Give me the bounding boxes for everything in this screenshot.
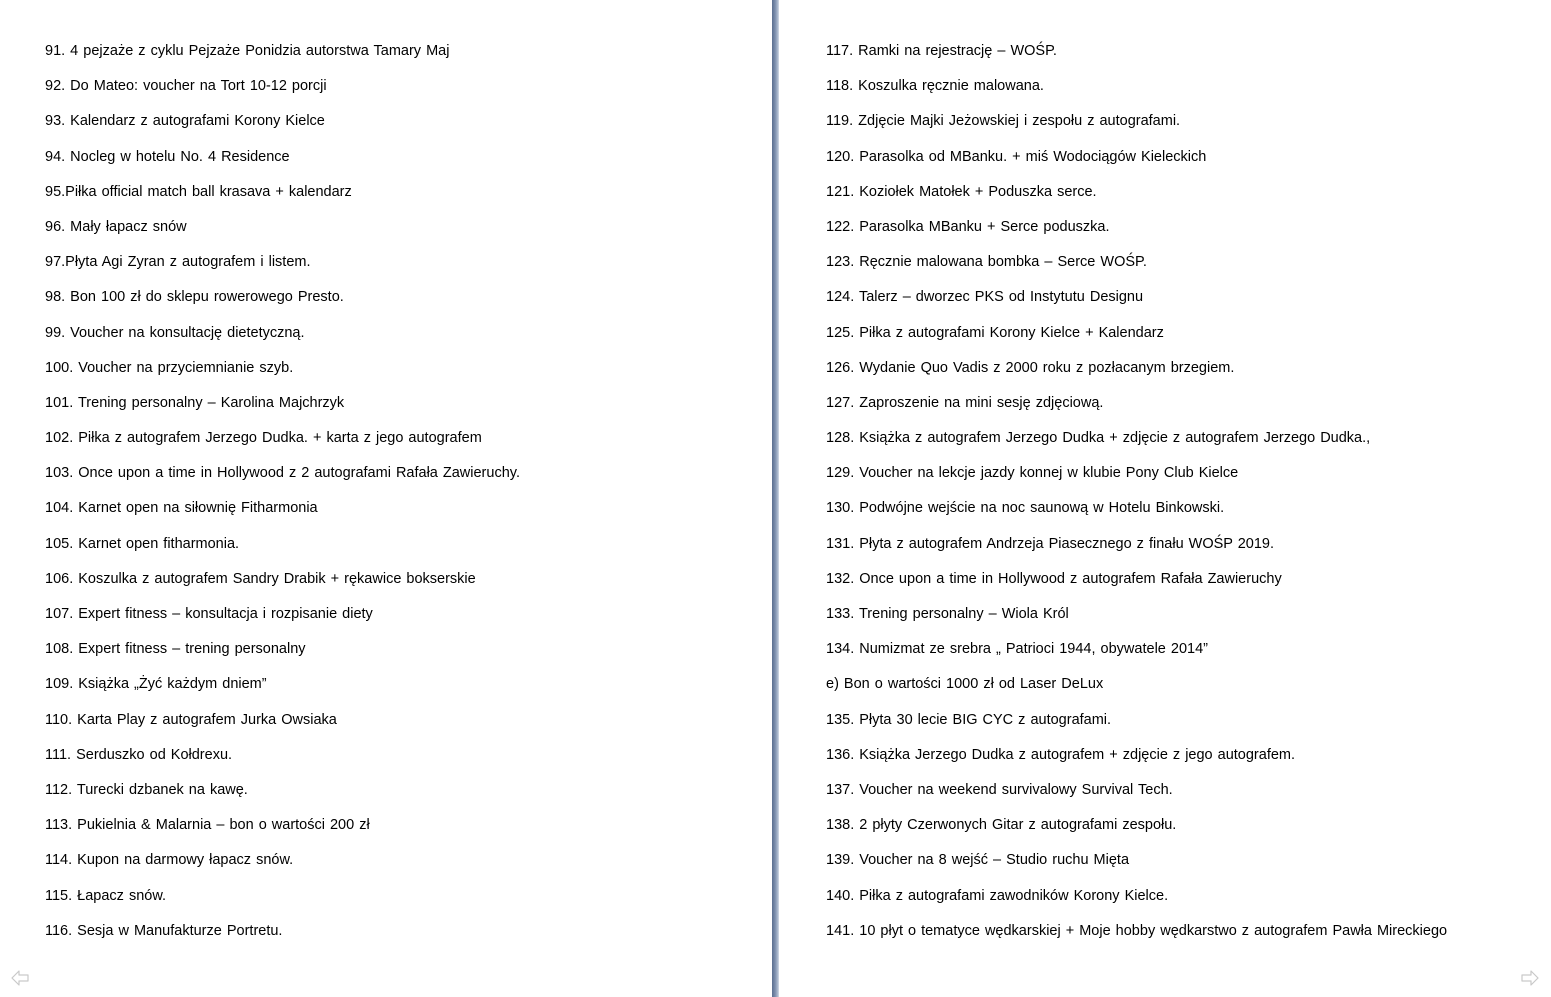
list-item: 106. Koszulka z autografem Sandry Drabik + rękawice bokserskie xyxy=(45,570,476,587)
list-item: 112. Turecki dzbanek na kawę. xyxy=(45,781,248,798)
list-item: 122. Parasolka MBanku + Serce poduszka. xyxy=(826,218,1110,235)
list-item: 130. Podwójne wejście na noc saunową w Hotelu Binkowski. xyxy=(826,500,1225,517)
list-item: 140. Piłka z autografami zawodników Korony Kielce. xyxy=(826,887,1169,904)
list-item: 104. Karnet open na siłownię Fitharmonia xyxy=(45,500,318,517)
list-item: e) Bon o wartości 1000 zł od Laser DeLux xyxy=(826,676,1104,693)
arrow-right-icon xyxy=(1520,968,1540,988)
list-item: 129. Voucher na lekcje jazdy konnej w klubie Pony Club Kielce xyxy=(826,465,1239,482)
list-item: 96. Mały łapacz snów xyxy=(45,218,187,235)
previous-page-button[interactable] xyxy=(10,968,30,988)
list-item: 138. 2 płyty Czerwonych Gitar z autografami zespołu. xyxy=(826,817,1177,834)
page-divider xyxy=(772,0,779,997)
list-item: 132. Once upon a time in Hollywood z autografem Rafała Zawieruchy xyxy=(826,570,1282,587)
list-item: 101. Trening personalny – Karolina Majchrzyk xyxy=(45,394,345,411)
list-item: 124. Talerz – dworzec PKS od Instytutu Designu xyxy=(826,289,1144,306)
list-item: 91. 4 pejzaże z cyklu Pejzaże Ponidzia autorstwa Tamary Maj xyxy=(45,43,450,59)
list-item: 128. Książka z autografem Jerzego Dudka + zdjęcie z autografem Jerzego Dudka., xyxy=(826,430,1371,447)
list-item: 103. Once upon a time in Hollywood z 2 autografami Rafała Zawieruchy. xyxy=(45,465,520,482)
list-item: 125. Piłka z autografami Korony Kielce + Kalendarz xyxy=(826,324,1164,341)
list-item: 137. Voucher na weekend survivalowy Survival Tech. xyxy=(826,781,1173,798)
list-item: 94. Nocleg w hotelu No. 4 Residence xyxy=(45,148,290,165)
list-item: 97.Płyta Agi Zyran z autografem i listem. xyxy=(45,254,311,271)
list-item: 111. Serduszko od Kołdrexu. xyxy=(45,746,233,763)
list-item: 118. Koszulka ręcznie malowana. xyxy=(826,78,1044,95)
list-item: 107. Expert fitness – konsultacja i rozpisanie diety xyxy=(45,606,373,622)
list-item: 95.Piłka official match ball krasava + kalendarz xyxy=(45,183,352,200)
list-item: 123. Ręcznie malowana bombka – Serce WOŚP. xyxy=(826,254,1147,271)
list-item: 109. Książka „Żyć każdym dniem” xyxy=(45,676,267,693)
list-item: 133. Trening personalny – Wiola Król xyxy=(826,606,1069,622)
document-page-right xyxy=(779,0,1551,997)
list-item: 110. Karta Play z autografem Jurka Owsiaka xyxy=(45,711,337,728)
list-item: 136. Książka Jerzego Dudka z autografem + zdjęcie z jego autografem. xyxy=(826,746,1296,763)
list-item: 121. Koziołek Matołek + Poduszka serce. xyxy=(826,183,1097,200)
list-item: 141. 10 płyt o tematyce wędkarskiej + Moje hobby wędkarstwo z autografem Pawła Mireckiego xyxy=(826,922,1448,939)
list-item: 131. Płyta z autografem Andrzeja Piasecznego z finału WOŚP 2019. xyxy=(826,535,1275,552)
list-item: 100. Voucher na przyciemnianie szyb. xyxy=(45,359,294,376)
next-page-button[interactable] xyxy=(1520,968,1540,988)
list-item: 113. Pukielnia & Malarnia – bon o wartości 200 zł xyxy=(45,817,370,834)
list-item: 99. Voucher na konsultację dietetyczną. xyxy=(45,324,305,341)
list-item: 114. Kupon na darmowy łapacz snów. xyxy=(45,852,294,869)
list-item: 120. Parasolka od MBanku. + miś Wodociągów Kieleckich xyxy=(826,148,1207,165)
arrow-left-icon xyxy=(10,968,30,988)
list-item: 134. Numizmat ze srebra „ Patrioci 1944, obywatele 2014” xyxy=(826,641,1208,658)
list-item: 115. Łapacz snów. xyxy=(45,887,167,904)
prize-list-right xyxy=(826,41,1447,956)
list-item: 98. Bon 100 zł do sklepu rowerowego Presto. xyxy=(45,289,344,306)
prize-list-left xyxy=(45,41,520,956)
list-item: 93. Kalendarz z autografami Korony Kielce xyxy=(45,113,325,130)
list-item: 117. Ramki na rejestrację – WOŚP. xyxy=(826,43,1057,59)
list-item: 119. Zdjęcie Majki Jeżowskiej i zespołu z autografami. xyxy=(826,113,1181,130)
list-item: 135. Płyta 30 lecie BIG CYC z autografami. xyxy=(826,711,1112,728)
list-item: 139. Voucher na 8 wejść – Studio ruchu Mięta xyxy=(826,852,1130,869)
list-item: 108. Expert fitness – trening personalny xyxy=(45,641,306,658)
document-page-left xyxy=(0,0,772,997)
list-item: 116. Sesja w Manufakturze Portretu. xyxy=(45,922,283,939)
list-item: 127. Zaproszenie na mini sesję zdjęciową. xyxy=(826,394,1104,411)
list-item: 126. Wydanie Quo Vadis z 2000 roku z pozłacanym brzegiem. xyxy=(826,359,1235,376)
list-item: 92. Do Mateo: voucher na Tort 10-12 porcji xyxy=(45,78,327,95)
list-item: 102. Piłka z autografem Jerzego Dudka. + karta z jego autografem xyxy=(45,430,482,447)
list-item: 105. Karnet open fitharmonia. xyxy=(45,535,240,552)
